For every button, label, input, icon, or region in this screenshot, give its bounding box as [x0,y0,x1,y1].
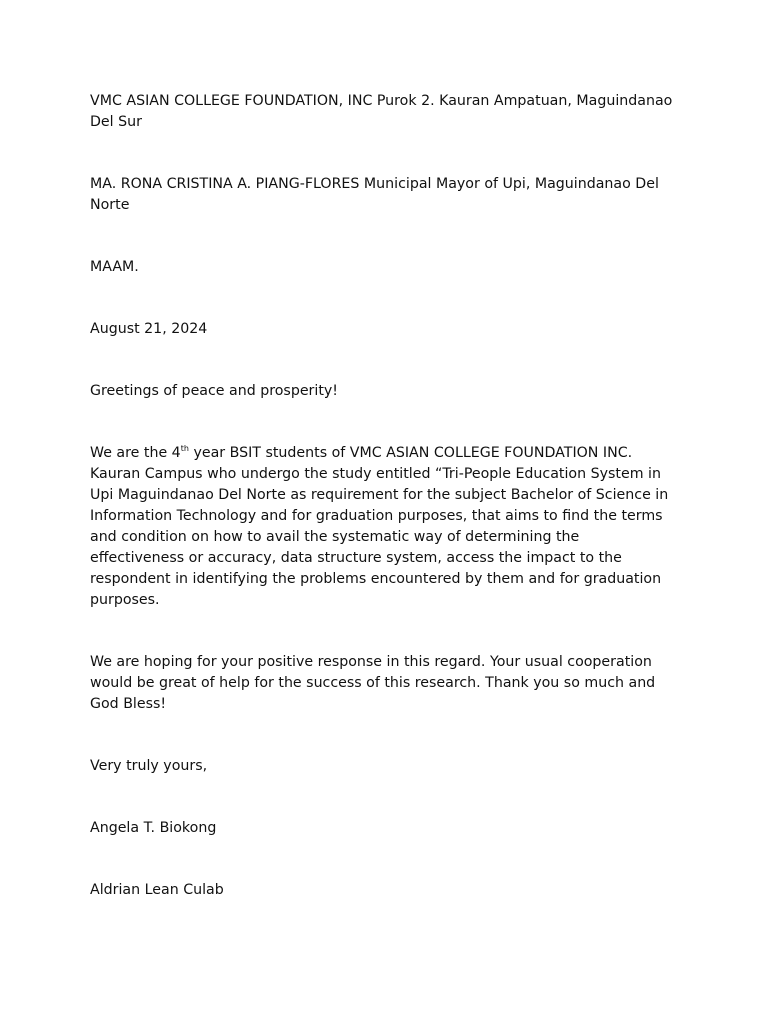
salutation: MAAM. [90,259,139,275]
body-paragraph-2: We are hoping for your positive response in this regard. Your usual cooperation would be great of help for the success of this research. Thank you so much and God Bless! [90,654,656,712]
letter-body [90,91,675,901]
body-paragraph-1 [90,443,675,611]
signatory-name: Aldrian Lean Culab [90,882,224,898]
ordinal-suffix: th [180,444,189,453]
recipient-address: MA. RONA CRISTINA A. PIANG-FLORES Municipal Mayor of Upi, Maguindanao Del Norte [90,176,659,213]
greeting: Greetings of peace and prosperity! [90,383,338,399]
body-paragraph-1-rest: year BSIT students of VMC ASIAN COLLEGE FOUNDATION INC. Kauran Campus who undergo the study entitled “Tri-People Education System in Upi Maguindanao Del Norte as requirement for the subject Bachelor of Science in Information Technology and for graduation purposes, that aims to find the terms and condition on how to avail the systematic way of determining the effectiveness or accuracy, data structure system, access the impact to the respondent in identifying the problems encountered by them and for graduation purposes. [90,445,669,608]
closing: Very truly yours, [90,758,208,774]
letter-date: August 21, 2024 [90,321,208,337]
sender-address: VMC ASIAN COLLEGE FOUNDATION, INC Purok 2. Kauran Ampatuan, Maguindanao Del Sur [90,93,673,130]
signatory-name: Angela T. Biokong [90,820,217,836]
body-paragraph-1-lead: We are the 4 [90,445,181,461]
